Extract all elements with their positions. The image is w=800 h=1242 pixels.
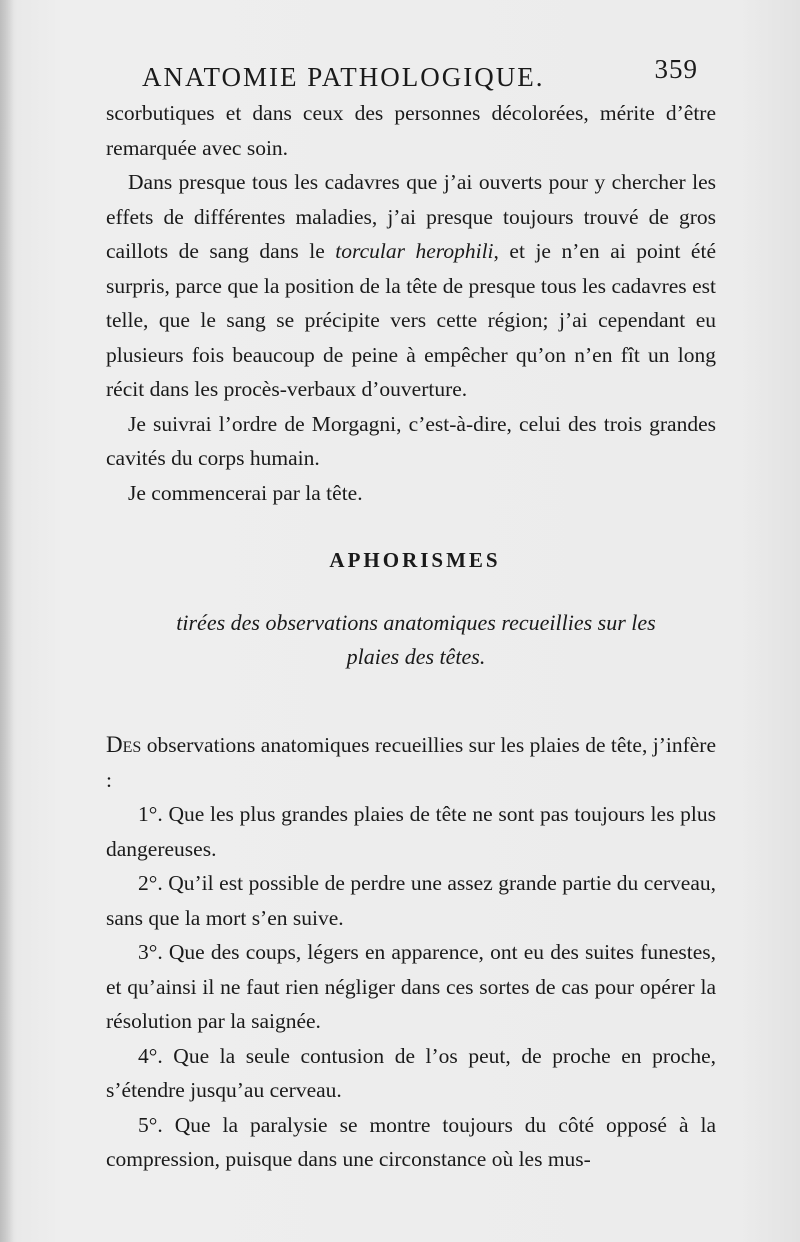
aphorism-item: 2°. Qu’il est possible de perdre une assez grande partie du cerveau, sans que la mort s’en suive.	[106, 871, 716, 930]
page-header	[142, 52, 702, 102]
paragraph: Je commencerai par la tête.	[128, 480, 363, 505]
subtitle-line: plaies des têtes.	[346, 644, 486, 669]
intro-text	[106, 96, 716, 510]
running-title: ANATOMIE PATHOLOGIQUE.	[142, 62, 545, 92]
lead-text: observations anatomiques recueillies sur les plaies de tête, j’infère :	[106, 733, 716, 792]
aphorism-item: 3°. Que des coups, légers en apparence, ont eu des suites funestes, et qu’ainsi il ne faut rien négliger dans ces sortes de cas pour opérer la résolution par la saignée.	[106, 940, 716, 1033]
paragraph	[106, 165, 716, 407]
aphorism-item: 1°. Que les plus grandes plaies de tête ne sont pas toujours les plus dangereuses.	[106, 802, 716, 861]
aphorism-item: 5°. Que la paralysie se montre toujours du côté opposé à la compression, puisque dans une circonstance où les mus-	[106, 1112, 716, 1171]
section-subtitle	[96, 606, 736, 674]
paragraph-text: Dans presque tous les cadavres que j’ai ouverts pour y chercher les effets de différentes maladies, j’ai presque toujours trouvé de gros caillots de sang dans le	[106, 170, 716, 263]
aphorisms-text	[106, 728, 716, 1177]
paragraph-text: , et je n’en ai point été surpris, parce que la position de la tête de presque tous les cadavres est telle, que le sang se précipite vers cette région; j’ai cependant eu plusieurs fois beaucoup de peine à empêcher qu’on n’en fît un long récit dans les procès-verbaux d’ouverture.	[106, 239, 716, 401]
lead-paragraph	[106, 728, 716, 797]
section-heading: APHORISMES	[329, 548, 501, 572]
latin-term: torcular herophili	[335, 239, 494, 263]
paragraph: Je suivrai l’ordre de Morgagni, c’est-à-dire, celui des trois grandes cavités du corps humain.	[106, 411, 716, 470]
gutter-shadow	[0, 0, 14, 1242]
subtitle-line: tirées des observations anatomiques recueillies sur les	[176, 610, 656, 635]
lead-word: Des	[106, 732, 142, 757]
paragraph: scorbutiques et dans ceux des personnes décolorées, mérite d’être remarquée avec soin.	[106, 101, 716, 160]
aphorism-item: 4°. Que la seule contusion de l’os peut, de proche en proche, s’étendre jusqu’au cerveau.	[106, 1043, 716, 1102]
page-number: 359	[654, 54, 698, 84]
